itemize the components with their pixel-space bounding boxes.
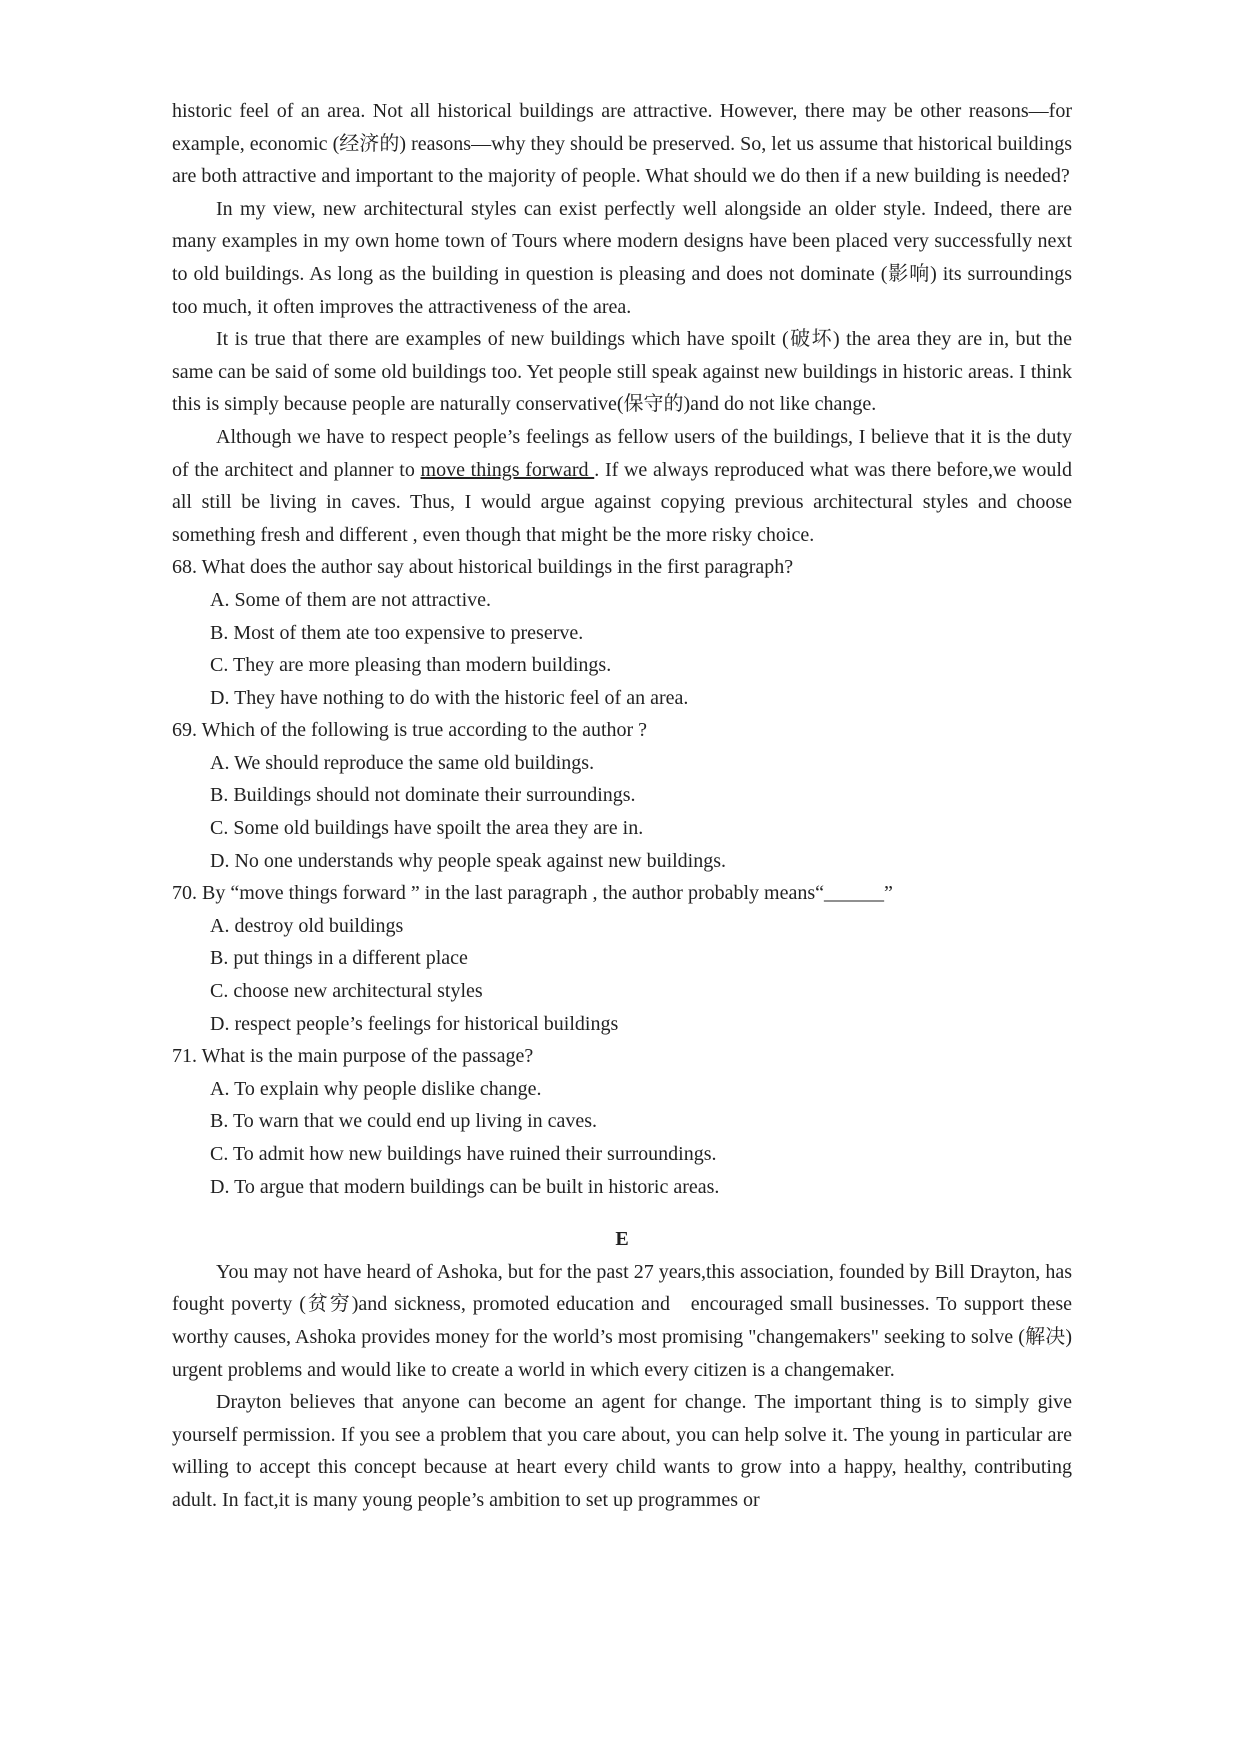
option-b: B. To warn that we could end up living in caves. — [210, 1110, 598, 1133]
section-heading: E — [615, 1228, 629, 1251]
question-text: 68. What does the author say about historical buildings in the first paragraph? — [172, 556, 794, 579]
section-e-paragraph-2: Drayton believes that anyone can become an agent for change. The important thing is to simply give yourself permission. If you see a problem that you care about, you can help solve it. The young in particular are willing to accept this concept because at heart every child wants to grow into a happy, healthy, contributing adult. In fact,it is many young people’s ambition to set up programmes or — [172, 1391, 1072, 1511]
paragraph-4-text-start: Although we have to respect people’s feelings as fellow users of the buildings, I believe that it is the duty of the architect and planner to — [172, 425, 1072, 481]
option-d: D. No one understands why people speak against new buildings. — [210, 849, 727, 872]
passage-paragraph-2: In my view, new architectural styles can exist perfectly well alongside an older style. Indeed, there are many examples in my own home town of Tours where modern designs have been placed very successfully next to old buildings. As long as the building in question is pleasing and does not dominate (影响) its surroundings too much, it often improves the attractiveness of the area. — [172, 197, 1072, 318]
question-70 — [172, 877, 1072, 1040]
option-a: A. Some of them are not attractive. — [210, 588, 492, 611]
question-text: 69. Which of the following is true according to the author ? — [172, 719, 648, 742]
passage-paragraph-3: It is true that there are examples of new buildings which have spoilt (破坏) the area they are in, but the same can be said of some old buildings too. Yet people still speak against new buildings in historic areas. I think this is simply because people are naturally conservative(保守的)and do not like change. — [172, 328, 1072, 416]
passage-paragraph-4 — [172, 421, 1072, 551]
option-b: B. put things in a different place — [210, 947, 468, 970]
option-d: D. They have nothing to do with the historic feel of an area. — [210, 686, 689, 709]
section-e-paragraph-1: You may not have heard of Ashoka, but for the past 27 years,this association, founded by Bill Drayton, has fought poverty (贫穷)and sickness, promoted education and encouraged small businesses. To support these worthy causes, Ashoka provides money for the world’s most promising "changemakers" seeking to solve (解决) urgent problems and would like to create a world in which every citizen is a changemaker. — [172, 1260, 1072, 1381]
underlined-phrase: move things forward — [420, 458, 595, 481]
option-c: C. To admit how new buildings have ruined their surroundings. — [210, 1143, 717, 1165]
option-c: C. choose new architectural styles — [210, 980, 483, 1003]
paragraph-4-text-end: . If we always reproduced what was there before,we would all still be living in caves. Thus, I would argue against copying previous architectural styles and choose something fresh and different , even though that might be the more risky choice. — [172, 458, 1072, 546]
option-a: A. We should reproduce the same old buildings. — [210, 751, 595, 774]
option-c: C. They are more pleasing than modern buildings. — [210, 654, 612, 677]
question-text: 70. By “move things forward ” in the last paragraph , the author probably means“______” — [172, 882, 893, 905]
option-b: B. Buildings should not dominate their surroundings. — [210, 784, 636, 807]
option-a: A. destroy old buildings — [210, 914, 404, 937]
passage-paragraph-1: historic feel of an area. Not all historical buildings are attractive. However, there may be other reasons—for example, economic (经济的) reasons—why they should be preserved. So, let us assume that historical buildings are both attractive and important to the majority of people. What should we do then if a new building is needed? — [172, 100, 1072, 188]
question-68 — [172, 551, 1072, 714]
option-c: C. Some old buildings have spoilt the area they are in. — [210, 817, 644, 840]
document-page — [172, 95, 1072, 1517]
option-d: D. respect people’s feelings for historical buildings — [210, 1012, 619, 1035]
question-69 — [172, 714, 1072, 877]
question-71 — [172, 1040, 1072, 1203]
option-d: D. To argue that modern buildings can be built in historic areas. — [210, 1175, 720, 1198]
question-text: 71. What is the main purpose of the passage? — [172, 1045, 534, 1068]
option-a: A. To explain why people dislike change. — [210, 1077, 542, 1100]
option-b: B. Most of them ate too expensive to preserve. — [210, 621, 584, 644]
